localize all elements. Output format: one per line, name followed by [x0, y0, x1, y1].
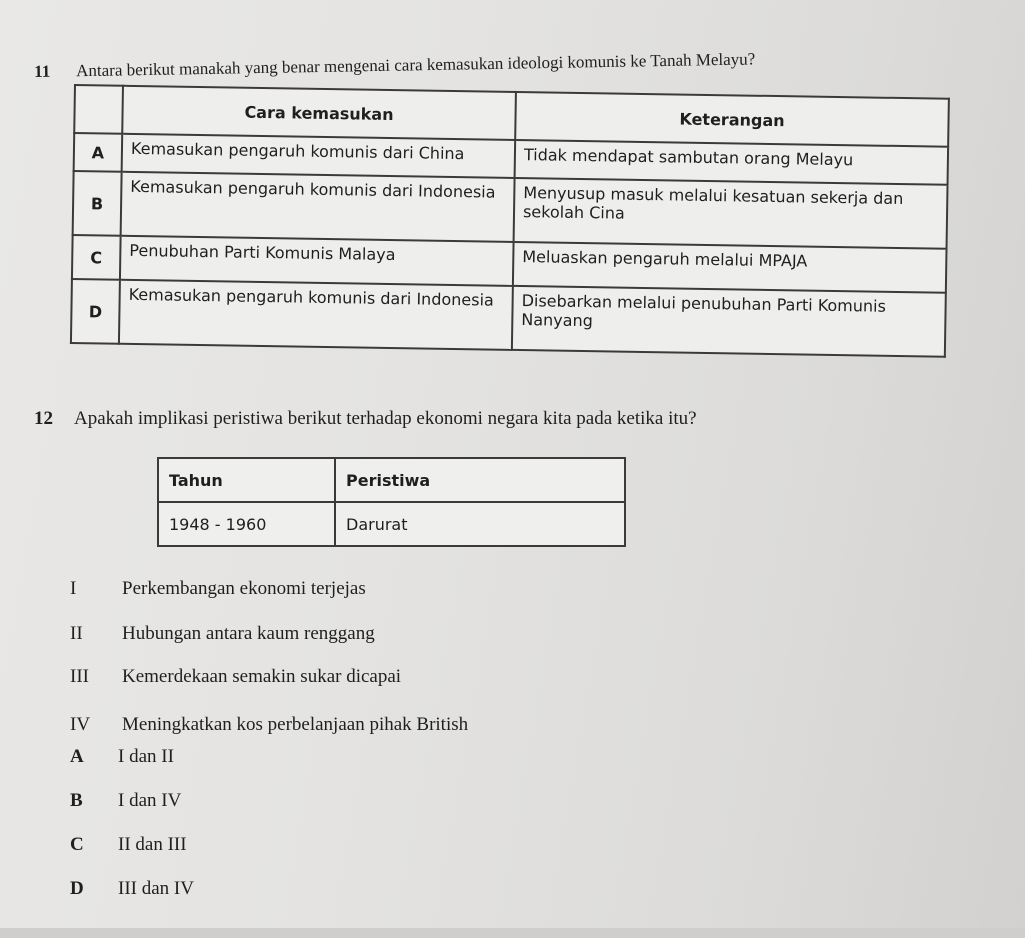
table-cell: Kemasukan pengaruh komunis dari Indonesia	[121, 172, 515, 242]
answer-option-d[interactable]	[70, 878, 194, 900]
question-11	[34, 49, 755, 82]
option-letter: B	[73, 171, 122, 236]
statement-item	[70, 666, 401, 688]
answer-letter: B	[70, 790, 83, 811]
statement-text: Meningkatkan kos perbelanjaan pihak British	[122, 714, 469, 735]
table-header-row	[158, 458, 625, 502]
statement-item	[70, 714, 468, 736]
statement-text: Hubungan antara kaum renggang	[122, 623, 375, 644]
answer-text: I dan II	[118, 746, 174, 767]
answer-letter: C	[70, 834, 84, 855]
answer-option-c[interactable]	[70, 834, 187, 856]
statement-numeral: I	[70, 578, 77, 599]
question-text: Antara berikut manakah yang benar mengenai cara kemasukan ideologi komunis ke Tanah Melayu?	[75, 49, 756, 81]
column-header: Tahun	[158, 458, 335, 502]
answer-text: I dan IV	[118, 790, 182, 811]
question-number: 12	[34, 408, 53, 429]
option-header	[74, 85, 123, 134]
column-header: Peristiwa	[335, 458, 625, 502]
page-edge	[0, 928, 1025, 938]
table-cell: Meluaskan pengaruh melalui MPAJA	[513, 242, 947, 293]
statement-text: Perkembangan ekonomi terjejas	[122, 578, 366, 599]
statement-numeral: IV	[70, 714, 91, 735]
table-cell: Menyusup masuk melalui kesatuan sekerja dan sekolah Cina	[514, 178, 948, 249]
answer-option-a[interactable]	[70, 746, 174, 768]
column-header: Keterangan	[515, 92, 949, 147]
answer-letter: D	[70, 878, 84, 899]
statement-numeral: III	[70, 666, 89, 687]
question-number: 11	[34, 61, 51, 81]
option-letter: D	[71, 279, 120, 344]
option-letter: A	[74, 133, 123, 172]
table-row[interactable]	[71, 279, 946, 357]
answer-option-b[interactable]	[70, 790, 181, 812]
answer-text: II dan III	[118, 834, 187, 855]
answer-text: III dan IV	[118, 878, 194, 899]
event-table	[157, 457, 626, 547]
table-cell: Penubuhan Parti Komunis Malaya	[120, 236, 514, 286]
table-cell: Kemasukan pengaruh komunis dari China	[122, 134, 516, 178]
table-row	[158, 502, 625, 546]
statement-numeral: II	[70, 623, 83, 644]
table-cell: Kemasukan pengaruh komunis dari Indonesia	[119, 280, 513, 350]
statement-text: Kemerdekaan semakin sukar dicapai	[122, 666, 402, 687]
option-letter: C	[72, 235, 121, 280]
question-text: Apakah implikasi peristiwa berikut terhadap ekonomi negara kita pada ketika itu?	[74, 408, 697, 429]
statement-item	[70, 578, 366, 600]
table-cell: Darurat	[335, 502, 625, 546]
table-cell: 1948 - 1960	[158, 502, 335, 546]
question-12	[34, 408, 697, 430]
answer-letter: A	[70, 746, 84, 767]
table-cell: Tidak mendapat sambutan orang Melayu	[515, 140, 949, 185]
column-header: Cara kemasukan	[122, 86, 516, 140]
answer-options-table	[70, 84, 950, 358]
statement-item	[70, 623, 375, 645]
table-cell: Disebarkan melalui penubuhan Parti Komunis Nanyang	[512, 286, 946, 357]
